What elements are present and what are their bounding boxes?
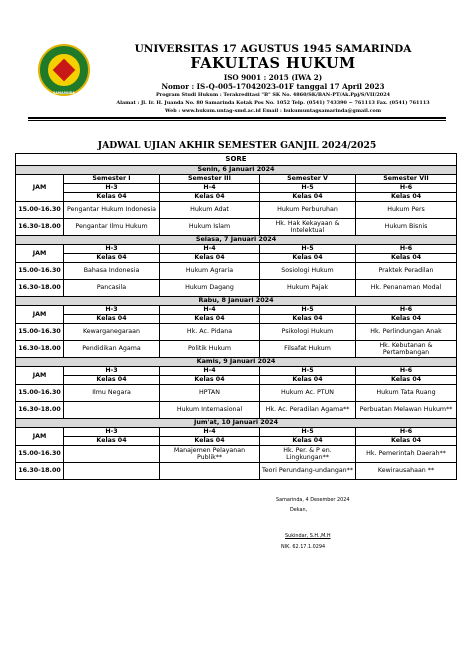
course-cell: Hukum Agraria [160,263,260,280]
group-cell: H-6 [356,367,457,376]
time-cell: 15.00-16.30 [16,324,64,341]
time-cell: 16.30-18.00 [16,463,64,480]
course-cell: Perbuatan Melawan Hukum** [356,402,457,419]
day-row [16,236,457,245]
time-slot-row [16,324,457,341]
semester-header: Semester I [64,175,160,184]
time-cell: 15.00-16.30 [16,263,64,280]
class-cell: Kelas 04 [260,376,356,385]
signature-nik: NIK. 62.17.1.0294 [281,544,326,550]
session-label: SORE [16,154,457,166]
course-cell: Hukum Internasional [160,402,260,419]
day-row [16,419,457,428]
class-cell: Kelas 04 [160,193,260,202]
course-cell: Hk. Pemerintah Daerah** [356,446,457,463]
logo-emblem [46,52,82,88]
group-cell: H-5 [260,428,356,437]
group-cell: H-4 [160,306,260,315]
class-cell: Kelas 04 [160,254,260,263]
group-cell: H-5 [260,367,356,376]
course-cell: Pengantar Hukum Indonesia [64,202,160,219]
group-cell: H-3 [64,306,160,315]
day-row [16,166,457,175]
course-cell [64,446,160,463]
course-cell: Ilmu Negara [64,385,160,402]
university-logo [38,44,90,96]
course-cell: Hukum Ac. PTUN [260,385,356,402]
day-label: Selasa, 7 Januari 2024 [16,236,457,245]
group-cell: H-3 [64,245,160,254]
time-cell: 15.00-16.30 [16,446,64,463]
group-cell: H-3 [64,184,160,193]
course-cell: Hukum Dagang [160,280,260,297]
time-slot-row [16,202,457,219]
course-cell: Hukum Perburuhan [260,202,356,219]
group-cell: H-6 [356,245,457,254]
course-cell: Manajemen Pelayanan Publik** [160,446,260,463]
course-cell: Pengantar Ilmu Hukum [64,219,160,236]
class-cell: Kelas 04 [260,315,356,324]
time-cell: 16.30-18.00 [16,219,64,236]
study-program-accreditation: Program Studi Hukum : Terakreditasi "B" SK No. 4860/SK/BAN-PT/Ak.Ppj/S/VII/2024 [155,92,390,98]
course-cell: Hukum Pers [356,202,457,219]
course-cell: Praktek Peradilan [356,263,457,280]
class-cell: Kelas 04 [160,376,260,385]
class-row [16,254,457,263]
group-cell: H-5 [260,306,356,315]
day-row [16,297,457,306]
class-cell: Kelas 04 [160,315,260,324]
semester-header: Semester V [260,175,356,184]
schedule-body [16,154,457,480]
class-cell: Kelas 04 [64,315,160,324]
course-cell: Pancasila [64,280,160,297]
course-cell: Hk. Hak Kekayaan & Intelektual [260,219,356,236]
group-cell: H-4 [160,184,260,193]
class-cell: Kelas 04 [64,193,160,202]
class-cell: Kelas 04 [160,437,260,446]
course-cell: HPTAN [160,385,260,402]
group-cell: H-6 [356,428,457,437]
course-cell: Bahasa Indonesia [64,263,160,280]
day-label: Senin, 6 Januari 2024 [16,166,457,175]
semester-row [16,175,457,184]
group-row [16,367,457,376]
time-slot-row [16,219,457,236]
course-cell: Kewarganegaraan [64,324,160,341]
class-cell: Kelas 04 [356,193,457,202]
course-cell: Sosiologi Hukum [260,263,356,280]
class-cell: Kelas 04 [356,315,457,324]
time-slot-row [16,280,457,297]
course-cell [64,463,160,480]
day-label: Kamis, 9 Januari 2024 [16,358,457,367]
course-cell: Hk. Penanaman Modal [356,280,457,297]
header-divider-thick [28,117,446,119]
course-cell: Pendidikan Agama [64,341,160,358]
group-row [16,245,457,254]
class-row [16,437,457,446]
group-row [16,184,457,193]
semester-header: Semester VII [356,175,457,184]
day-label: Rabu, 8 Januari 2024 [16,297,457,306]
web-email-line: Web : www.hukum.untag-smd.ac.id Email : hukumuntagsamarinda@gmail.com [165,108,381,114]
group-cell: H-4 [160,428,260,437]
time-cell: 16.30-18.00 [16,280,64,297]
class-cell: Kelas 04 [64,437,160,446]
day-row [16,358,457,367]
course-cell [160,463,260,480]
signature-role: Dekan, [290,507,308,513]
group-cell: H-4 [160,367,260,376]
class-row [16,315,457,324]
course-cell [64,402,160,419]
document-title: JADWAL UJIAN AKHIR SEMESTER GANJIL 2024/2025 [97,140,377,151]
group-cell: H-3 [64,367,160,376]
time-slot-row [16,402,457,419]
group-row [16,306,457,315]
class-cell: Kelas 04 [356,437,457,446]
course-cell: Politik Hukum [160,341,260,358]
group-cell: H-5 [260,184,356,193]
group-cell: H-6 [356,184,457,193]
jam-header: JAM [16,428,64,446]
time-cell: 15.00-16.30 [16,202,64,219]
time-cell: 16.30-18.00 [16,402,64,419]
logo-text: SAMARINDA [53,91,75,95]
semester-header: Semester III [160,175,260,184]
course-cell: Filsafat Hukum [260,341,356,358]
course-cell: Hk. Kebutanan & Pertambangan [356,341,457,358]
time-slot-row [16,341,457,358]
course-cell: Teori Perundang-undangan** [260,463,356,480]
document-number: Nomor : IS-Q-005-17042023-01F tanggal 17 April 2023 [161,82,385,91]
time-cell: 15.00-16.30 [16,385,64,402]
course-cell: Hukum Adat [160,202,260,219]
class-row [16,193,457,202]
signature-place-date: Samarinda, 4 Desember 2024 [276,497,350,503]
jam-header: JAM [16,367,64,385]
class-cell: Kelas 04 [260,254,356,263]
faculty-name: FAKULTAS HUKUM [190,55,356,72]
course-cell: Hk. Perlindungan Anak [356,324,457,341]
class-cell: Kelas 04 [64,254,160,263]
course-cell: Kewirausahaan ** [356,463,457,480]
class-cell: Kelas 04 [356,376,457,385]
time-slot-row [16,263,457,280]
course-cell: Hk. Ac. Pidana [160,324,260,341]
group-cell: H-4 [160,245,260,254]
course-cell: Hukum Bisnis [356,219,457,236]
time-cell: 16.30-18.00 [16,341,64,358]
time-slot-row [16,463,457,480]
course-cell: Hukum Islam [160,219,260,236]
day-label: Jum'at, 10 Januari 2024 [16,419,457,428]
class-cell: Kelas 04 [356,254,457,263]
class-cell: Kelas 04 [64,376,160,385]
session-row [16,154,457,166]
group-cell: H-6 [356,306,457,315]
course-cell: Hukum Pajak [260,280,356,297]
time-slot-row [16,385,457,402]
address-line: Alamat : Jl. Ir. H. Juanda No. 80 Samarinda Kotak Pos No. 1052 Telp. (0541) 743390 ~ 761113 Fax. (0541) 761113 [116,100,430,106]
group-row [16,428,457,437]
jam-header: JAM [16,175,64,202]
course-cell: Hk. Per. & P en. Lingkungan** [260,446,356,463]
course-cell: Hk. Ac. Peradilan Agama** [260,402,356,419]
logo-core-shape [53,59,76,82]
iso-certification: ISO 9001 : 2015 (IWA 2) [223,73,323,82]
group-cell: H-5 [260,245,356,254]
jam-header: JAM [16,306,64,324]
class-row [16,376,457,385]
signature-name: Sukindar, S.H.,M.H [285,533,331,539]
group-cell: H-3 [64,428,160,437]
class-cell: Kelas 04 [260,193,356,202]
class-cell: Kelas 04 [260,437,356,446]
header-divider-thin [28,120,446,121]
time-slot-row [16,446,457,463]
jam-header: JAM [16,245,64,263]
course-cell: Hukum Tata Ruang [356,385,457,402]
university-name: UNIVERSITAS 17 AGUSTUS 1945 SAMARINDA [134,43,412,55]
course-cell: Psikologi Hukum [260,324,356,341]
exam-schedule-table [15,153,457,480]
